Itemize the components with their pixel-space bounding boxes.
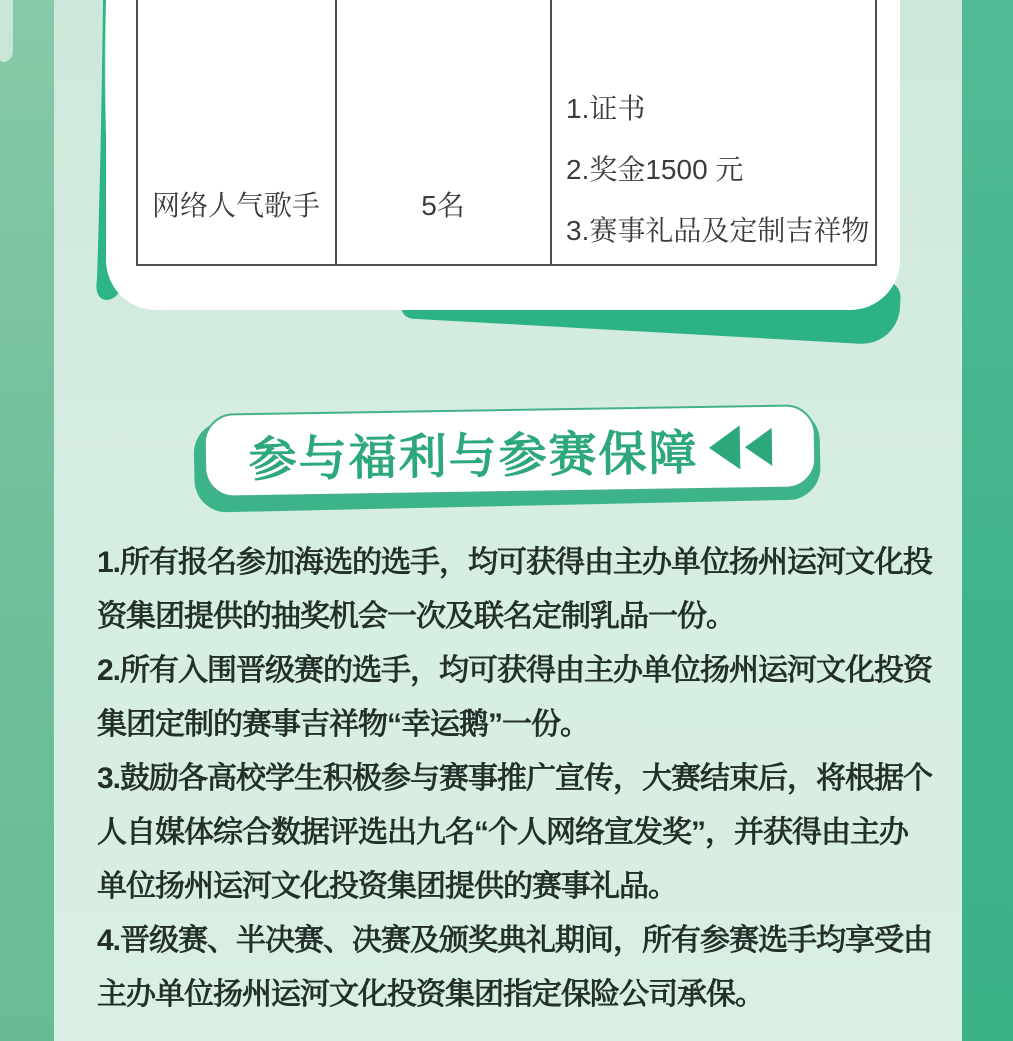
table-divider-2 [550, 0, 552, 265]
benefit-line: 2.所有入围晋级赛的选手，均可获得由主办单位扬州运河文化投资 [97, 654, 933, 687]
table-border-bottom [136, 264, 877, 266]
left-triangle-icon [708, 425, 740, 469]
table-divider-1 [335, 0, 337, 265]
prize-line: 1.证书 [566, 93, 646, 124]
table-cell-category: 网络人气歌手 [151, 190, 320, 221]
right-edge-stripe [962, 0, 1013, 1041]
prize-line: 2.奖金1500 元 [566, 154, 744, 185]
benefit-line: 资集团提供的抽奖机会一次及联名定制乳品一份。 [97, 600, 735, 633]
table-cell-quota: 5名 [421, 190, 465, 221]
benefit-line: 主办单位扬州运河文化投资集团指定保险公司承保。 [97, 978, 764, 1011]
left-triangle-icon [744, 428, 772, 466]
benefit-line: 4.晋级赛、半决赛、决赛及颁奖典礼期间，所有参赛选手均享受由 [97, 924, 933, 957]
benefit-line: 1.所有报名参加海选的选手，均可获得由主办单位扬州运河文化投 [97, 546, 933, 579]
benefits-section [97, 536, 967, 1022]
table-border-right [875, 0, 877, 265]
banner-pill [203, 404, 816, 498]
benefit-line: 单位扬州运河文化投资集团提供的赛事礼品。 [97, 870, 677, 903]
prize-line: 3.赛事礼品及定制吉祥物 [566, 215, 870, 246]
section-title: 参与福利与参赛保障 [248, 426, 699, 487]
benefit-line: 人自媒体综合数据评选出九名“个人网络宣发奖”，并获得由主办 [97, 816, 908, 849]
section-banner [203, 404, 816, 498]
benefit-line: 3.鼓励各高校学生积极参与赛事推广宣传，大赛结束后，将根据个 [97, 762, 933, 795]
top-left-corner-accent [0, 0, 13, 62]
table-border-left [136, 0, 138, 265]
benefit-line: 集团定制的赛事吉祥物“幸运鹅”一份。 [97, 708, 589, 741]
double-left-triangle-icon [708, 425, 772, 470]
left-edge-stripe [0, 0, 54, 1041]
table-cell-prizes [566, 78, 871, 261]
